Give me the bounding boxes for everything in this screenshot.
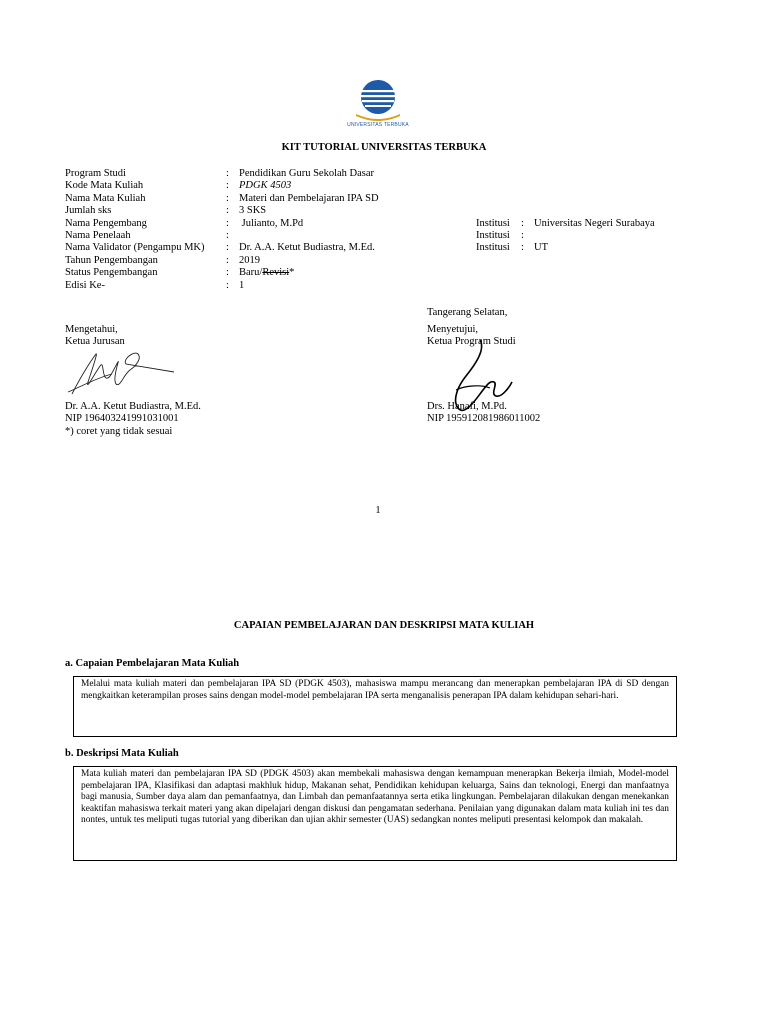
info-label: Tahun Pengembangan xyxy=(65,254,158,266)
left-signer-nip: NIP 196403241991031001 xyxy=(65,413,179,425)
institution-colon: : xyxy=(521,217,524,229)
info-value: PDGK 4503 xyxy=(239,180,292,192)
info-value xyxy=(239,267,294,279)
info-colon: : xyxy=(226,168,229,179)
info-label: Program Studi xyxy=(65,168,126,179)
signature-place: Tangerang Selatan, xyxy=(427,307,508,318)
info-label: Nama Validator (Pengampu MK) xyxy=(65,242,205,254)
course-description-text: Mata kuliah materi dan pembelajaran IPA SD (PDGK 4503) akan membekali mahasiswa dengan kemampuan menerapkan Bekerja ilmiah, Model-model pembelajaran IPA, Klasifikasi dan adaptasi makhluk hidup, Makanan sehat, Pendidikan kehidupan keluarga, Sains dan teknologi, Energi dan manfaatnya bagi manusia, Sumber daya alam dan pemanfaatnya, dan Limbah dan pemanfaatannya serta etika lingkungan. Pembelajaran dilakukan dengan menekankan keaktifan mahasiswa terkait materi yang akan dipelajari dengan diskusi dan pengamatan sederhana. Penilaian yang digunakan dalam mata kuliah ini tes dan nontes, untuk tes meliputi tugas tutorial yang diberikan dan ujian akhir semester (UAS) sedangkan nontes meliputi presentasi kelompok dan makalah. xyxy=(81,769,669,825)
institution-row xyxy=(476,218,696,230)
learning-outcomes-text: Melalui mata kuliah materi dan pembelajaran IPA SD (PDGK 4503), mahasiswa mampu merancang dan menerapkan pembelajaran IPA di SD dengan mengkaitkan keterampilan proses sains dengan model-model pembelajaran IPA serta menganalisis penerapan IPA dalam kehidupan sehari-hari. xyxy=(81,679,669,701)
info-label: Nama Penelaah xyxy=(65,230,131,241)
info-label: Nama Mata Kuliah xyxy=(65,192,146,204)
left-sign-line1: Mengetahui, xyxy=(65,324,118,335)
info-label: Kode Mata Kuliah xyxy=(65,180,144,192)
info-colon: : xyxy=(226,230,229,241)
info-colon: : xyxy=(226,192,229,204)
institution-value: Universitas Negeri Surabaya xyxy=(534,217,655,229)
info-value: 3 SKS xyxy=(239,205,267,217)
learning-outcomes-box xyxy=(73,676,677,737)
info-colon: : xyxy=(226,242,229,254)
info-colon: : xyxy=(226,254,229,266)
info-label: Status Pengembangan xyxy=(65,267,158,279)
info-label: Jumlah sks xyxy=(65,205,112,217)
status-asterisk: * xyxy=(289,267,295,279)
right-signer-nip: NIP 195912081986011002 xyxy=(427,413,541,425)
institution-colon: : xyxy=(521,242,524,254)
right-signer-name: Drs. Hanafi, M.Pd. xyxy=(427,401,507,412)
info-colon: : xyxy=(226,279,229,291)
section-title: CAPAIAN PEMBELAJARAN DAN DESKRIPSI MATA KULIAH xyxy=(233,620,535,631)
info-colon: : xyxy=(226,205,229,217)
info-value: Materi dan Pembelajaran IPA SD xyxy=(239,192,379,204)
info-colon: : xyxy=(226,267,229,279)
info-value: 2019 xyxy=(239,254,260,266)
info-label: Edisi Ke- xyxy=(65,279,105,291)
course-description-box xyxy=(73,766,677,861)
institution-value: UT xyxy=(534,242,548,254)
left-sign-line2: Ketua Jurusan xyxy=(65,336,125,348)
institution-label: Institusi xyxy=(476,217,510,229)
document-title: KIT TUTORIAL UNIVERSITAS TERBUKA xyxy=(281,142,487,153)
institution-row xyxy=(476,242,696,254)
institution-label: Institusi xyxy=(476,242,510,254)
left-signer-name: Dr. A.A. Ketut Budiastra, M.Ed. xyxy=(65,401,201,412)
institution-row xyxy=(476,230,696,242)
status-revisi-struck: Revisi xyxy=(262,267,290,279)
institution-label: Institusi xyxy=(476,230,510,241)
info-label: Nama Pengembang xyxy=(65,217,147,229)
ut-logo xyxy=(342,78,414,132)
status-baru: Baru/ xyxy=(239,267,263,279)
logo-caption: UNIVERSITAS TERBUKA xyxy=(347,122,409,128)
institution-colon: : xyxy=(521,230,524,241)
right-sign-line2: Ketua Program Studi xyxy=(427,336,516,348)
info-value: Pendidikan Guru Sekolah Dasar xyxy=(239,168,375,179)
subsection-b-heading: b. Deskripsi Mata Kuliah xyxy=(65,748,179,759)
info-colon: : xyxy=(226,180,229,192)
subsection-a-heading: a. Capaian Pembelajaran Mata Kuliah xyxy=(65,658,240,669)
info-value: Julianto, M.Pd xyxy=(239,217,304,229)
info-value: 1 xyxy=(239,279,245,291)
left-handwritten-signature xyxy=(62,348,182,400)
page-number: 1 xyxy=(375,505,381,516)
right-sign-line1: Menyetujui, xyxy=(427,324,479,335)
info-value: Dr. A.A. Ketut Budiastra, M.Ed. xyxy=(239,242,375,254)
strike-note: *) coret yang tidak sesuai xyxy=(65,425,173,437)
info-colon: : xyxy=(226,217,229,229)
